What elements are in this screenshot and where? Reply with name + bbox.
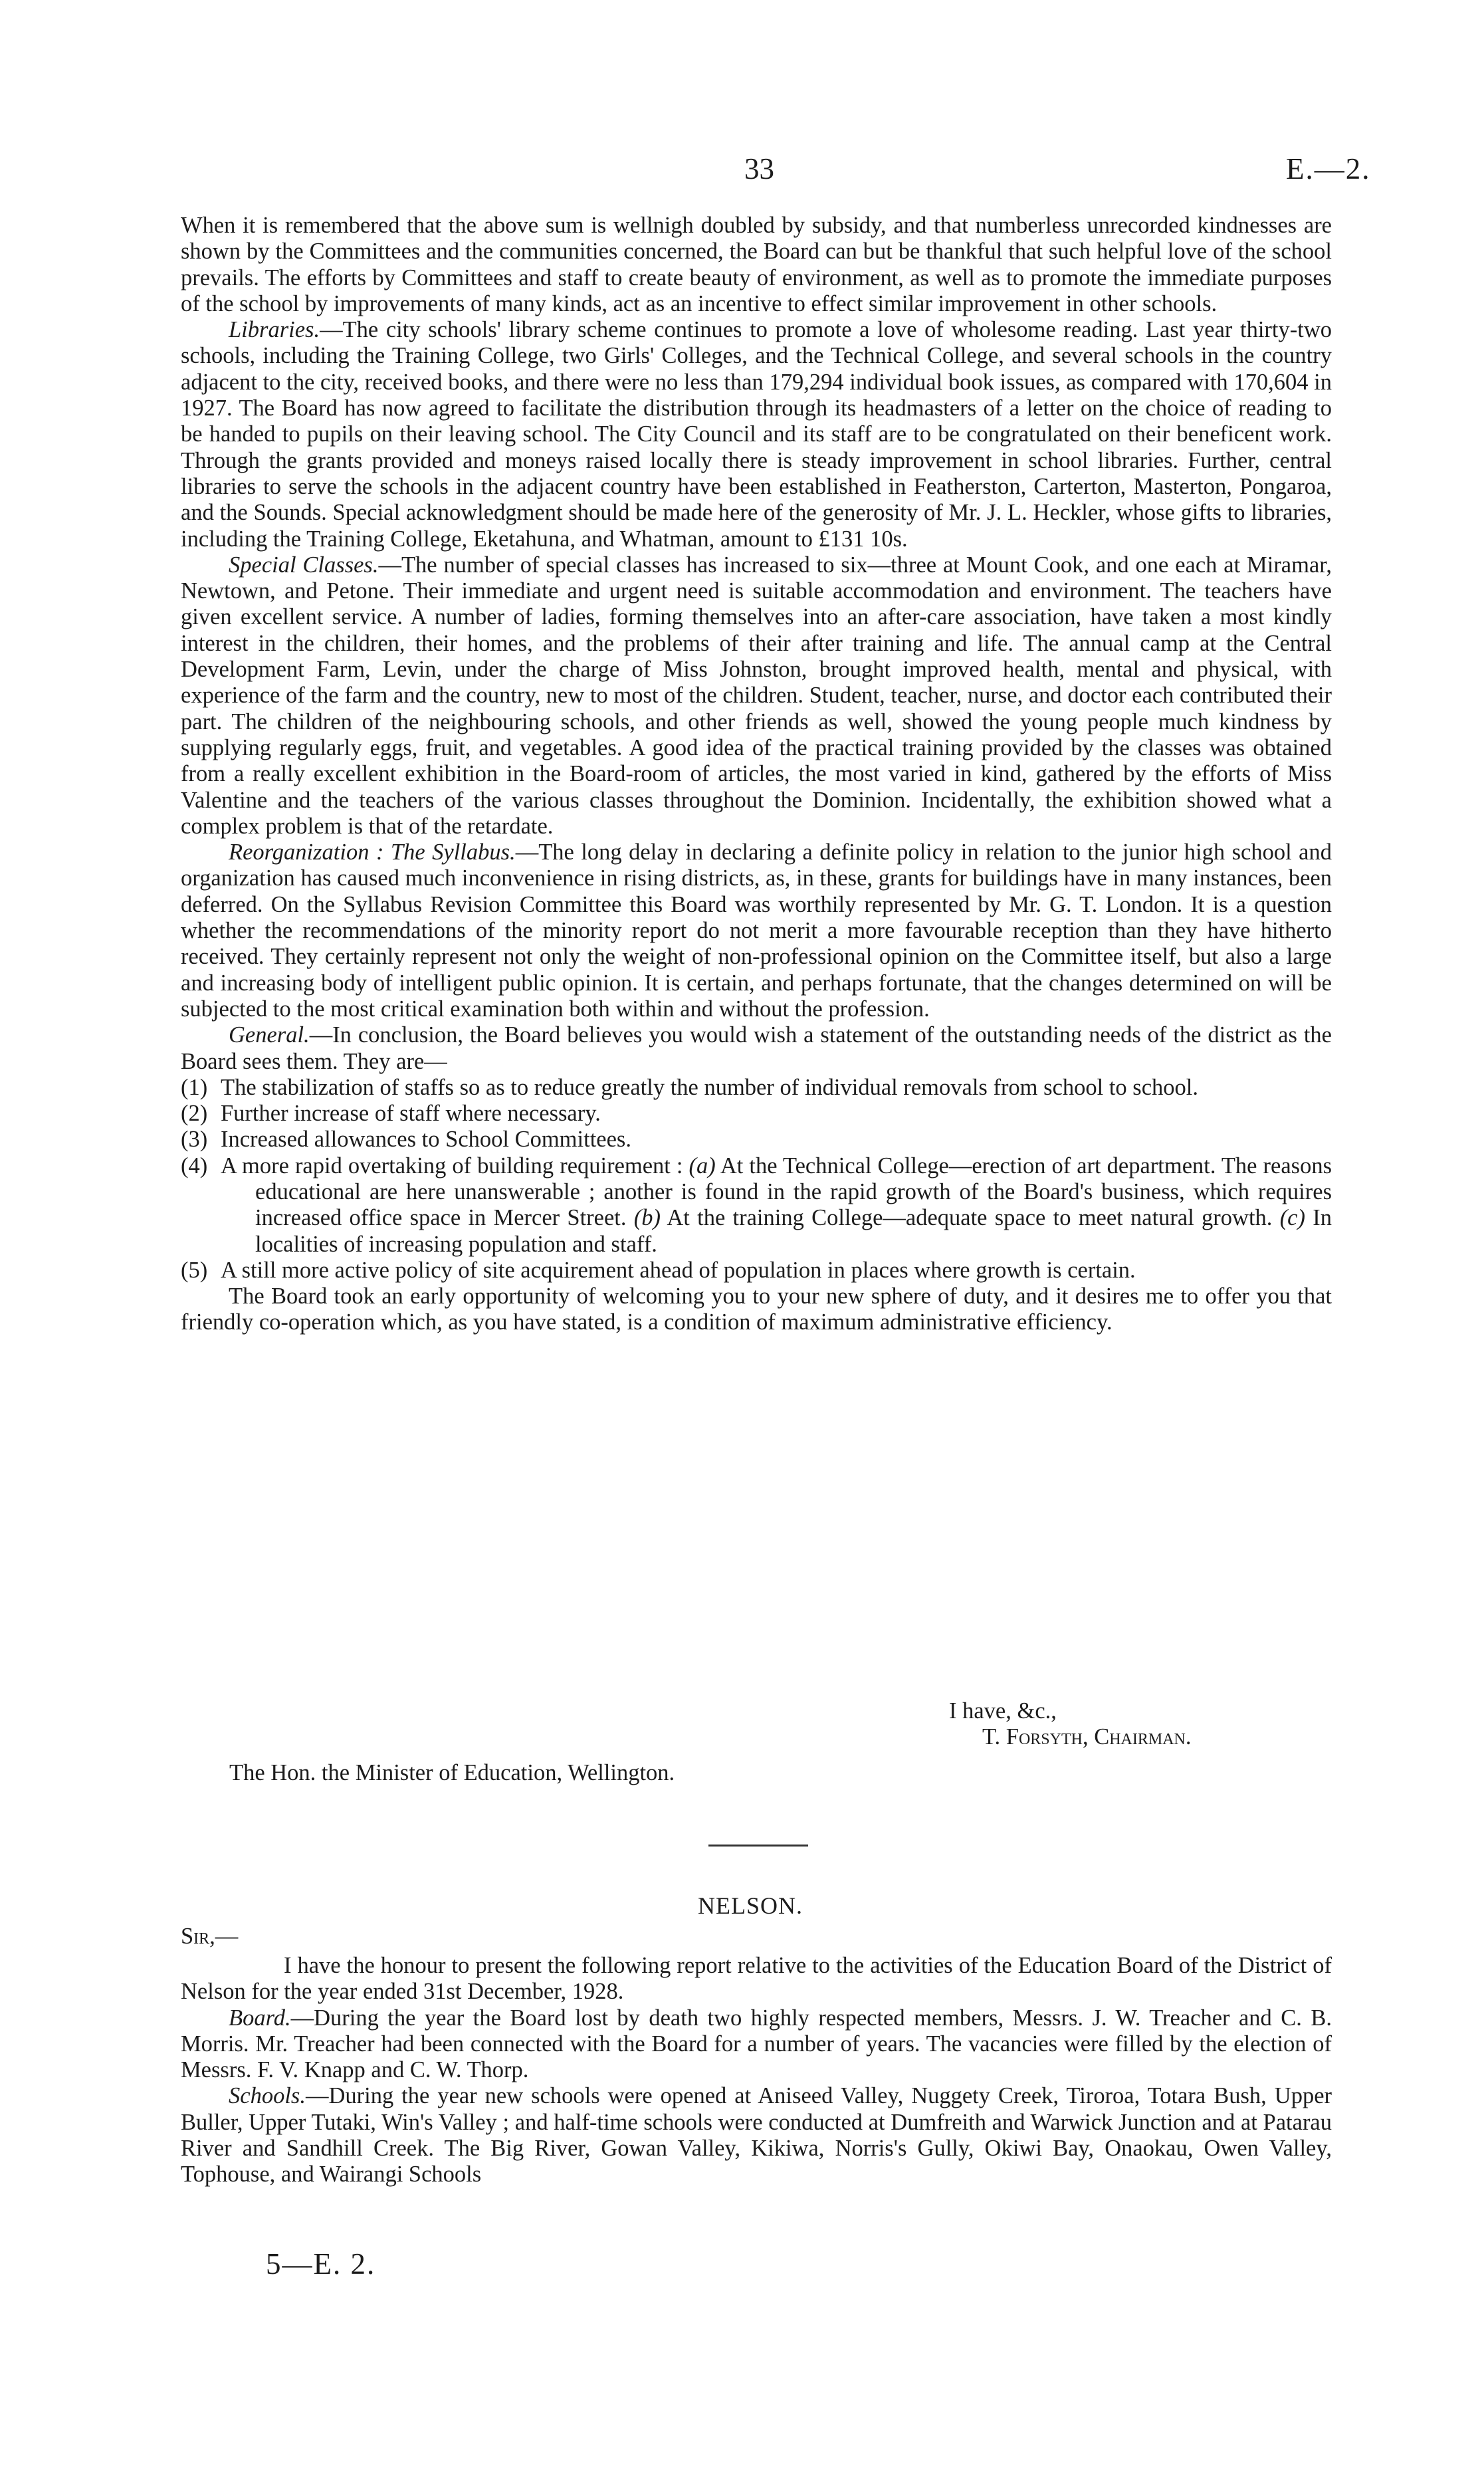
paragraph-intro: When it is remembered that the above sum is wellnigh doubled by subsidy, and that numberless unrecorded kindnesses are shown by the Committees and the communities concerned, the Board can but be thankful that such helpful love of the school prevails. The efforts by Committees and staff to create beauty of environment, as well as to promote the immediate purposes of the school by improvements of many kinds, act as an incentive to effect similar improvement in other schools. <box>181 213 1332 316</box>
paragraph-special-classes <box>181 552 1332 840</box>
needs-item-label-a: (a) <box>689 1153 716 1178</box>
needs-item-text-b: At the Technical College—erection of art department. The reasons educational are here unanswerable ; another is found in the rapid growth of the Board's business, which requires increased office space in Mercer Street. <box>255 1153 1332 1231</box>
libraries-text: —The city schools' library scheme continues to promote a love of wholesome reading. Last year thirty-two schools, including the Training College, two Girls' Colleges, and the Technical College, and several schools in the country adjacent to the city, received books, and there were no less than 179,294 individual book issues, as compared with 170,604 in 1927. The Board has now agreed to facilitate the distribution through its headmasters of a letter on the choice of reading to be handed to pupils on their leaving school. The City Council and its staff are to be congratulated on their beneficent work. Through the grants provided and moneys raised locally there is steady improvement in school libraries. Further, central libraries to serve the schools in the adjacent country have been established in Featherston, Carterton, Masterton, Pongaroa, and the Sounds. Special acknowledgment should be made here of the generosity of Mr. J. L. Heckler, whose gifts to libraries, including the Training College, Eketahuna, and Whatman, amount to £131 10s. <box>181 317 1332 552</box>
needs-item-text: A still more active policy of site acquirement ahead of population in places where growth is certain. <box>221 1257 1136 1283</box>
needs-list-item <box>181 1075 1332 1101</box>
needs-item-text: Further increase of staff where necessary. <box>221 1101 601 1127</box>
paragraph-general <box>181 1022 1332 1075</box>
needs-item-text: The stabilization of staffs so as to reduce greatly the number of individual removals from school to school. <box>221 1074 1199 1100</box>
paragraph-libraries <box>181 317 1332 552</box>
needs-item-text-d: In localities of increasing population and staff. <box>255 1205 1332 1257</box>
board-text: —During the year the Board lost by death two highly respected members, Messrs. J. W. Treacher and C. B. Morris. Mr. Treacher had been connected with the Board for a number of years. The vacancies were filled by the election of Messrs. F. V. Knapp and C. W. Thorp. <box>181 2005 1332 2083</box>
signatory: T. Forsyth, Chairman. <box>982 1724 1192 1749</box>
salutation: Sir,— <box>181 1924 239 1949</box>
board-title: Board. <box>229 2005 291 2031</box>
needs-item-text-c: At the training College—adequate space to meet natural growth. <box>661 1205 1280 1231</box>
needs-item-number: (5) <box>181 1257 208 1283</box>
special-classes-title: Special Classes. <box>229 552 379 578</box>
addressee: The Hon. the Minister of Education, Wellington. <box>229 1760 675 1785</box>
libraries-title: Libraries. <box>229 317 320 343</box>
needs-item-number: (3) <box>181 1127 208 1153</box>
paragraph-schools <box>181 2083 1332 2187</box>
needs-item-text-a: A more rapid overtaking of building requirement : <box>221 1153 689 1178</box>
paragraph-reorganization <box>181 840 1332 1022</box>
schools-text: —During the year new schools were opened at Aniseed Valley, Nuggety Creek, Tiroroa, Totara Bush, Upper Buller, Upper Tutaki, Win's Valley ; and half-time schools were conducted at Dumfreith and Warwick Junction and at Patarau River and Sandhill Creek. The Big River, Gowan Valley, Kikiwa, Norris's Gully, Okiwi Bay, Onaokau, Owen Valley, Tophouse, and Wairangi Schools <box>181 2083 1332 2187</box>
needs-list-item <box>181 1153 1332 1258</box>
paragraph-nelson-intro: I have the honour to present the following report relative to the activities of the Education Board of the District of Nelson for the year ended 31st December, 1928. <box>181 1953 1332 2005</box>
wellington-report-body <box>181 213 1332 1336</box>
special-classes-text: —The number of special classes has increased to six—three at Mount Cook, and one each at Miramar, Newtown, and Petone. Their immediate and urgent need is suitable accommodation and environment. The teachers have given excellent service. A number of ladies, forming themselves into an after-care association, have taken a most kindly interest in the children, their homes, and the problems of their after training and life. The annual camp at the Central Development Farm, Levin, under the charge of Miss Johnston, brought improved health, mental and physical, with experience of the farm and the country, new to most of the children. Student, teacher, nurse, and doctor each contributed their part. The children of the neighbouring schools, and other friends as well, showed the young people much kindness by supplying regularly eggs, fruit, and vegetables. A good idea of the practical training provided by the classes was obtained from a really excellent exhibition in the Board-room of articles, the most varied in kind, gathered by the efforts of Miss Valentine and the teachers of the various classes throughout the Dominion. Incidentally, the exhibition showed what a complex problem is that of the retardate. <box>181 552 1332 839</box>
needs-item-number: (2) <box>181 1101 208 1127</box>
needs-list-item <box>181 1101 1332 1127</box>
sign-off: I have, &c., <box>949 1698 1057 1724</box>
reorganization-title: Reorganization : The Syllabus. <box>229 840 516 865</box>
needs-item-label-b: (b) <box>633 1205 661 1231</box>
paragraph-closing: The Board took an early opportunity of welcoming you to your new sphere of duty, and it desires me to offer you that friendly co-operation which, as you have stated, is a condition of maximum administrative efficiency. <box>181 1284 1332 1335</box>
section-divider <box>708 1845 808 1847</box>
page-reference: E.—2. <box>1286 152 1371 185</box>
general-text: —In conclusion, the Board believes you would wish a statement of the outstanding needs of the district as the Board sees them. They are— <box>181 1022 1332 1074</box>
schools-title: Schools. <box>229 2083 306 2109</box>
needs-list-item <box>181 1127 1332 1153</box>
paragraph-board <box>181 2005 1332 2084</box>
needs-list-item <box>181 1258 1332 1284</box>
signature-reference: 5—E. 2. <box>266 2247 376 2281</box>
needs-item-text: Increased allowances to School Committees. <box>221 1127 631 1153</box>
needs-item-number: (4) <box>181 1153 208 1178</box>
page-number: 33 <box>744 152 774 185</box>
needs-item-label-c: (c) <box>1279 1205 1305 1231</box>
needs-item-number: (1) <box>181 1074 208 1100</box>
nelson-heading: NELSON. <box>698 1892 803 1919</box>
reorganization-text: —The long delay in declaring a definite policy in relation to the junior high school and organization has caused much inconvenience in rising districts, as, in these, grants for buildings have in many instances, been deferred. On the Syllabus Revision Committee this Board was worthily represented by Mr. G. T. London. It is a question whether the recommendations of the minority report do not merit a more favourable reception than they have hitherto received. They certainly represent not only the weight of non-professional opinion on the Committee itself, but also a large and increasing body of intelligent public opinion. It is certain, and perhaps fortunate, that the changes determined on will be subjected to the most critical examination both within and without the profession. <box>181 840 1332 1022</box>
nelson-report-body <box>181 1953 1332 2188</box>
general-title: General. <box>229 1022 310 1048</box>
